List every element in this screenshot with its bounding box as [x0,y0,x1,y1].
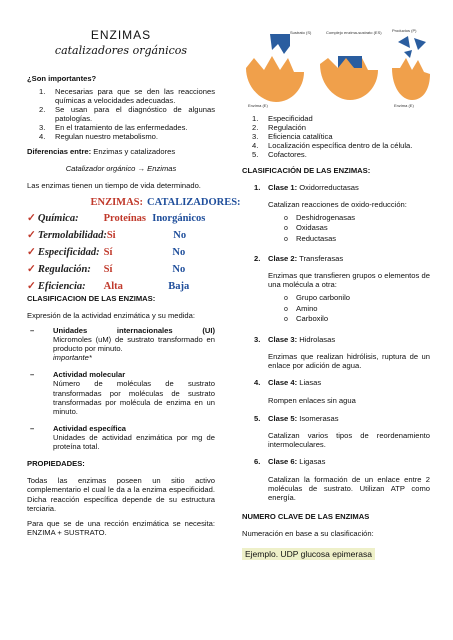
class-item: 5. Clase 5: Isomerasas Catalizan varios tipos de reordenamiento intermoleculares. [254,414,430,450]
list-item: 4. Regulan nuestro metabolismo. [39,132,158,142]
differences-line: Diferencias entre: Enzimas y catalizadores [27,147,176,157]
right-column [242,28,430,560]
enzyme-shape-1 [246,56,304,102]
catalyst-line: Catalizador orgánico → Enzimas [65,164,177,174]
sub-list: o Grupo carbonilo o Amino o Carboxilo [242,293,430,324]
importance-list [27,87,215,142]
label-complex: Complejo enzima-sustrato (ES) [326,30,382,35]
lifetime-text: Las enzimas tienen un tiempo de vida determinado. [27,180,201,190]
reaction-text: Para que se de una rección enzimática se necesita: ENZIMA + SUSTRATO. [27,518,215,537]
label-products: Productos (P) [392,28,417,33]
table-row: ✓ Eficiencia: Alta Baja [27,280,190,292]
page-title: ENZIMAS [90,28,152,42]
table-row: ✓ Termolabilidad: Si No [27,229,187,241]
table-header: ENZIMAS: CATALIZADORES: [90,196,241,208]
class-item: 4. Clase 4: Liasas Rompen enlaces sin agua [254,377,356,405]
unit-item: – Unidades internacionales (UI) Micromoles (uM) de sustrato transformado en producto por minuto. importante* [30,325,215,363]
page-subtitle: catalizadores orgánicos [54,44,188,58]
key-number-text: Numeración en base a su clasificación: [242,528,374,538]
enzyme-shape-2 [320,56,378,100]
properties-heading: PROPIEDADES: [27,459,85,469]
enzyme-diagram-illustration [242,28,430,108]
activity-intro: Expresión de la actividad enzimática y su medida: [27,310,195,320]
left-column [27,28,241,543]
enzyme-substrate-diagram [242,28,430,108]
list-item: 3. Eficiencia catalítica [252,132,333,142]
comparison-table [27,196,241,292]
example-line [242,548,430,560]
label-enzyme-1: Enzima (E) [248,103,268,108]
list-item: 1. Especificidad [252,114,313,123]
class-item: 3. Clase 3: Hidrolasas Enzimas que realizan hidrólisis, ruptura de un enlace por adición de agua. [254,334,430,370]
list-item: 1. Necesarias para que se den las reacciones químicas a velocidades adecuadas. [39,86,215,105]
substrate-shape [270,34,290,54]
list-item: 5. Cofactores. [252,150,307,160]
properties-text: Todas las enzimas poseen un sitio activo complementario el cual le da a la enzima especificidad. Dicha reacción específica depende de su estructura terciaria. [27,476,215,513]
classification-heading-right: CLASIFICACIÓN DE LAS ENZIMAS: [242,165,371,175]
importance-heading: ¿Son importantes? [27,73,97,83]
label-substrate: Sustrato (S) [290,30,312,35]
class-item: 2. Clase 2: Transferasas Enzimas que transfieren grupos o elementos de una molécula a otra: o Grupo carbonilo o Amino o Carboxilo [242,254,430,325]
list-item: 2. Se usan para el diagnóstico de algunas patologías. [39,104,215,124]
list-item: 3. En el tratamiento de las enfermedades. [39,123,188,133]
table-row: ✓ Química: Proteínas Inorgánicos [27,212,206,224]
classification-heading: CLASIFICACION DE LAS ENZIMAS: [27,293,156,303]
key-number-heading: NUMERO CLAVE DE LAS ENZIMAS [242,511,370,521]
label-enzyme-2: Enzima (E) [394,103,414,108]
enzyme-shape-3 [392,58,430,100]
unit-item: – Actividad molecular Número de moléculas de sustrato transformadas por moléculas de sustrato transformadas por molécula de enzima en un minuto. [30,370,215,416]
unit-item: – Actividad específica Unidades de actividad enzimática por mg de proteína total. [30,423,215,452]
table-row: ✓ Regulación: Sí No [27,263,186,275]
features-list [242,114,430,160]
list-item: 2. Regulación [252,123,306,133]
example-highlight: Ejemplo. UDP glucosa epimerasa [242,548,375,560]
list-item: 4. Localización específica dentro de la célula. [252,141,413,151]
table-row: ✓ Especificidad: Sí No [27,246,186,258]
class-item: 1. Clase 1: Oxidorreductasas Catalizan reacciones de oxido-reducción: o Deshidrogenasas o Oxidasas o Reductasas [242,183,430,244]
sub-list: o Deshidrogenasas o Oxidasas o Reductasas [242,213,430,244]
class-item: 6. Clase 6: Ligasas Catalizan la formación de un enlace entre 2 moléculas de sustrato. Utilizan ATP como energía. [254,457,430,502]
